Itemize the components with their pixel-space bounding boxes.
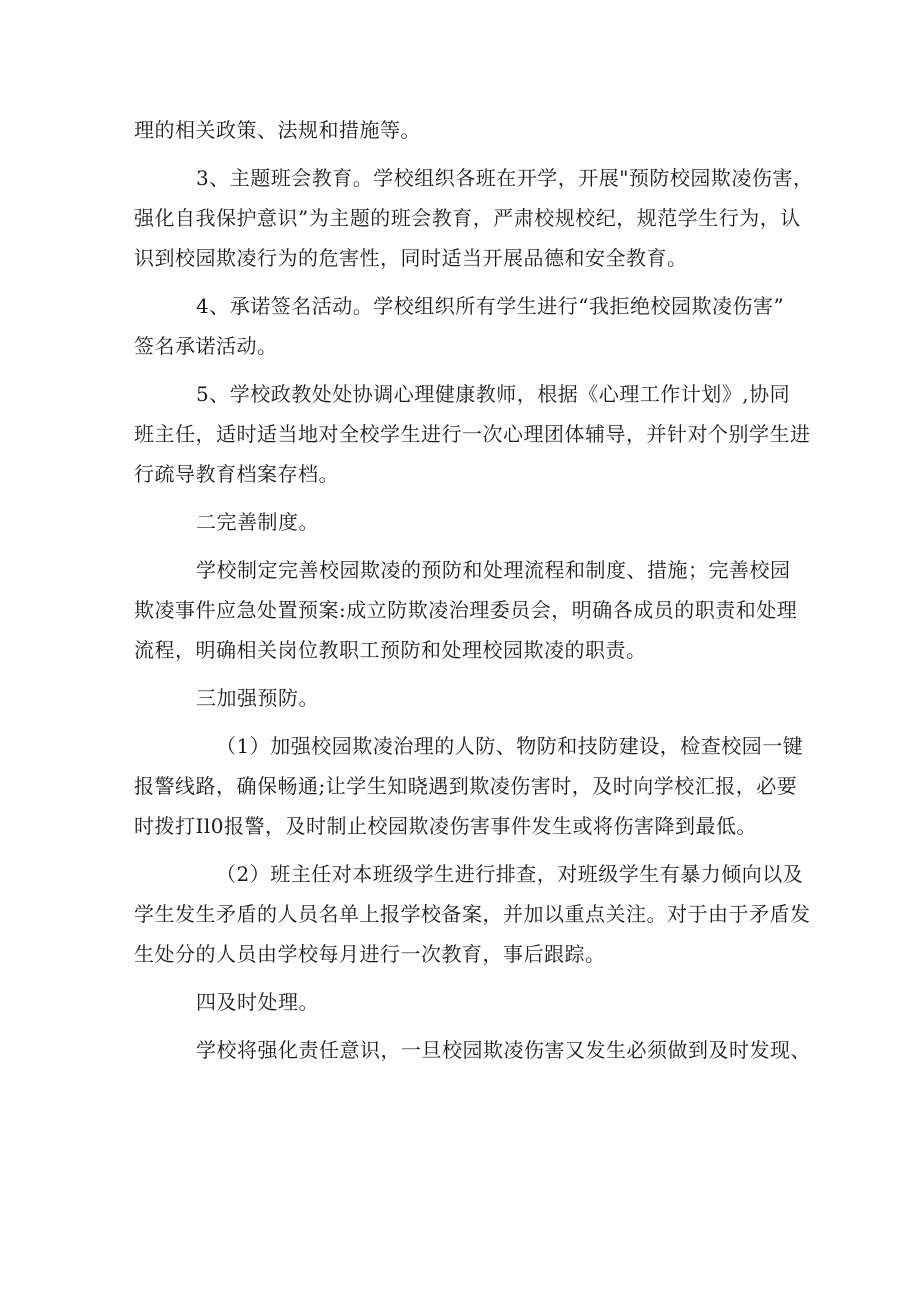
text-line: 4、承诺签名活动。学校组织所有学生进行“我拒绝校园欺凌伤害”	[196, 294, 785, 318]
section-heading: 三加强预防。	[196, 686, 319, 710]
text-line: 学校将强化责任意识，一旦校园欺凌伤害又发生必须做到及时发现、	[196, 1038, 811, 1062]
section-heading: 四及时处理。	[196, 990, 319, 1014]
paragraph-class-meeting	[134, 158, 814, 278]
text-line: 报警线路，确保畅通;让学生知晓遇到欺凌伤害时，及时向学校汇报，必要	[134, 774, 798, 798]
paragraph-prevention-1	[134, 726, 804, 846]
heading-prevention	[134, 678, 794, 718]
text-line: 强化自我保护意识”为主题的班会教育，严肃校规校纪，规范学生行为，认	[134, 206, 801, 230]
text-line: 5、学校政教处处协调心理健康教师，根据《心理工作计划》,协同	[196, 382, 791, 406]
paragraph-pledge-signing	[134, 286, 794, 366]
text-line: （2）班主任对本班级学生进行排查，对班级学生有暴力倾向以及	[216, 862, 804, 886]
paragraph-counseling	[134, 374, 811, 494]
text-line: 签名承诺活动。	[134, 334, 278, 358]
text-line: 学校制定完善校园欺凌的预防和处理流程和制度、措施；完善校园	[196, 558, 791, 582]
text-line: 班主任，适时适当地对全校学生进行一次心理团体辅导，并针对个别学生进	[134, 422, 811, 446]
heading-timely-handling	[134, 982, 794, 1022]
paragraph-system	[134, 550, 798, 670]
text-line: 理的相关政策、法规和措施等。	[134, 118, 421, 142]
text-line: 时拨打Il0报警，及时制止校园欺凌伤害事件发生或将伤害降到最低。	[134, 814, 758, 838]
text-line: 行疏导教育档案存档。	[134, 462, 339, 486]
text-line: 欺凌事件应急处置预案:成立防欺凌治理委员会，明确各成员的职责和处理	[134, 598, 798, 622]
text-line: 识到校园欺凌行为的危害性，同时适当开展品德和安全教育。	[134, 246, 688, 270]
section-heading: 二完善制度。	[196, 510, 319, 534]
paragraph-prevention-2	[134, 854, 811, 974]
paragraph-policy-tail	[134, 110, 794, 150]
text-line: 3、主题班会教育。学校组织各班在开学，开展"预防校园欺凌伤害，	[196, 166, 814, 190]
document-body	[134, 110, 814, 1078]
text-line: 流程，明确相关岗位教职工预防和处理校园欺凌的职责。	[134, 638, 647, 662]
heading-improve-system	[134, 502, 794, 542]
text-line: 学生发生矛盾的人员名单上报学校备案，并加以重点关注。对于由于矛盾发	[134, 902, 811, 926]
text-line: 生处分的人员由学校每月进行一次教育，事后跟踪。	[134, 942, 606, 966]
text-line: （1）加强校园欺凌治理的人防、物防和技防建设，检查校园一键	[216, 734, 804, 758]
paragraph-handling	[134, 1030, 811, 1070]
